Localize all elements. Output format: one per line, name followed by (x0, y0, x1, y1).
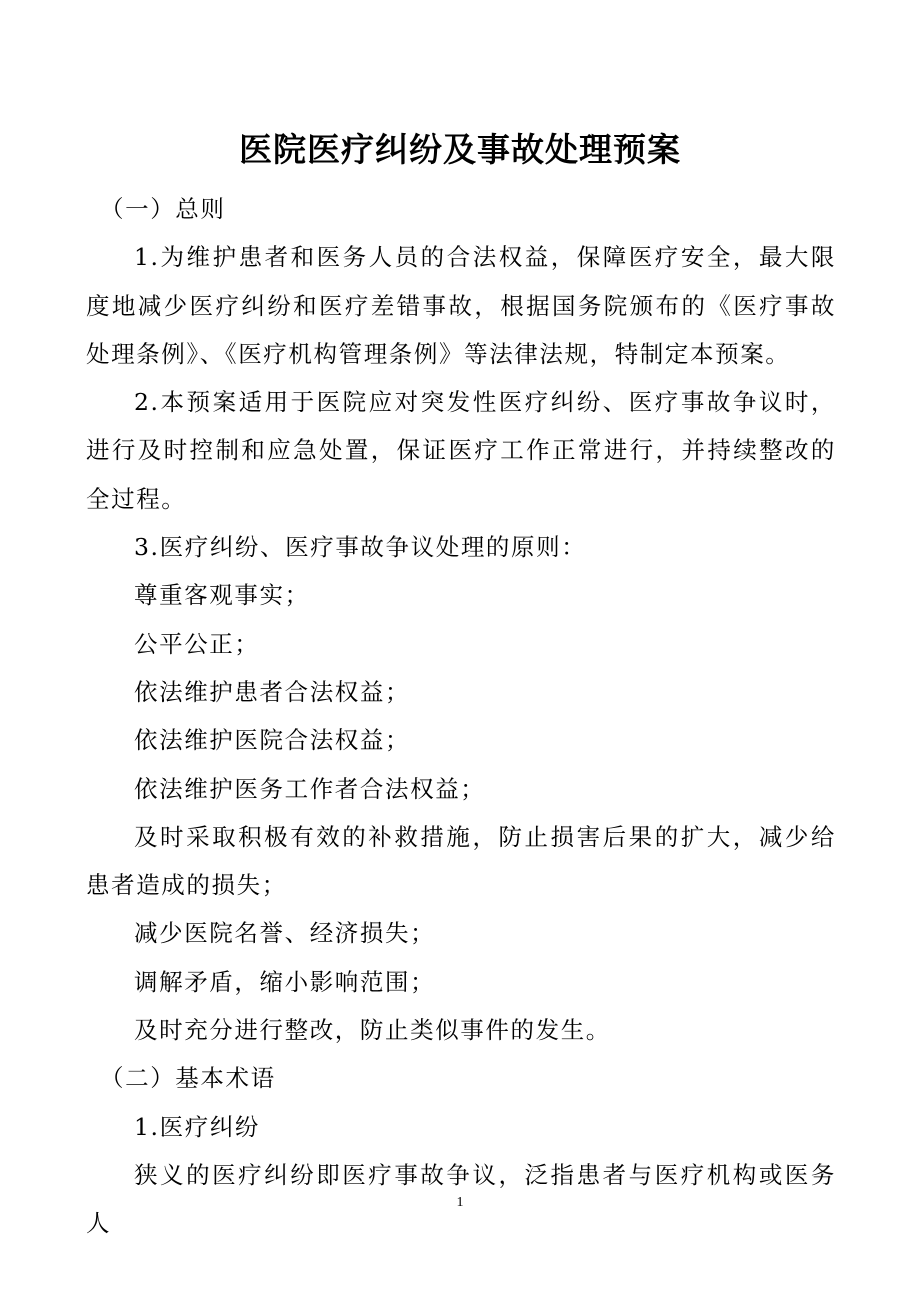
document-title: 医院医疗纠纷及事故处理预案 (239, 130, 681, 169)
principle-item: 及时采取积极有效的补救措施，防止损害后果的扩大，减少给患者造成的损失； (86, 822, 836, 900)
principle-item: 依法维护患者合法权益； (134, 677, 411, 706)
principle-item: 公平公正； (134, 629, 260, 658)
paragraph-principles-intro: 3.医疗纠纷、医疗事故争议处理的原则： (134, 533, 587, 562)
page-number: 1 (456, 1195, 464, 1210)
principle-item: 依法维护医务工作者合法权益； (134, 774, 486, 803)
principle-item: 及时充分进行整改，防止类似事件的发生。 (134, 1016, 611, 1045)
section-heading-terms: （二）基本术语 (100, 1064, 276, 1093)
section-heading-general: （一）总则 (100, 195, 226, 223)
paragraph-purpose: 1.为维护患者和医务人员的合法权益，保障医疗安全，最大限度地减少医疗纠纷和医疗差错事故，根据国务院颁布的《医疗事故处理条例》、《医疗机构管理条例》等法律法规，特制定本预案。 (86, 243, 836, 368)
principle-item: 减少医院名誉、经济损失； (134, 919, 436, 948)
term-definition: 狭义的医疗纠纷即医疗事故争议，泛指患者与医疗机构或医务人 (86, 1160, 836, 1238)
principle-item: 依法维护医院合法权益； (134, 726, 411, 755)
document-body (86, 185, 836, 1248)
principle-item: 尊重客观事实； (134, 581, 310, 610)
term-heading: 1.医疗纠纷 (134, 1112, 261, 1141)
principle-item: 调解矛盾，缩小影响范围； (134, 967, 436, 996)
paragraph-scope: 2.本预案适用于医院应对突发性医疗纠纷、医疗事故争议时，进行及时控制和应急处置，保证医疗工作正常进行，并持续整改的全过程。 (86, 388, 836, 513)
